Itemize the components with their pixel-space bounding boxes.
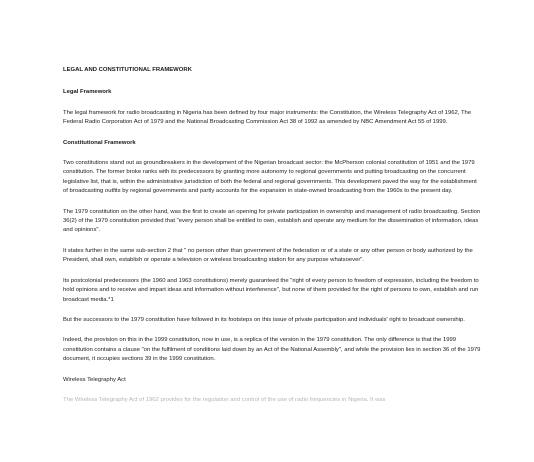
paragraph-wireless-telegraphy-faded: The Wireless Telegraphy Act of 1962 provides for the regulation and control of the use of radio frequencies in Nigeria. It was: [63, 396, 386, 403]
paragraph-sub-section-2: It states further in the same sub-section 2 that " no person other than government of the federation or of a state or any other person or body authorized by the President, shall own, establish or operate a television or wireless broadcasting station for any purpose whatsoever".: [63, 247, 473, 264]
document-body: [63, 66, 481, 416]
section-heading-wireless-telegraphy-act: Wireless Telegraphy Act: [63, 376, 126, 383]
paragraph-successors: But the successors to the 1979 constitution have followed in its footsteps on this issue of private participation and individuals' right to broadcast ownership.: [63, 316, 465, 323]
paragraph-postcolonial-predecessors: Its postcolonial predecessors (the 1960 and 1963 constitutions) merely guaranteed the "right of every person to freedom of expression, including the freedom to hold opinions and to receive and impart ideas and information without interference", but none of them provided for the right of persons to own, establish and run broadcast media.*1: [63, 277, 479, 303]
document-title: LEGAL AND CONSTITUTIONAL FRAMEWORK: [63, 67, 192, 73]
paragraph-legal-framework: The legal framework for radio broadcasting in Nigeria has been defined by four major instruments: the Constitution, the Wireless Telegraphy Act of 1962, The Federal Radio Corporation Act of 1979 and the National Broadcasting Commission Act 38 of 1992 as amended by NBC Amendment Act 55 of 1999.: [63, 109, 472, 126]
section-heading-constitutional-framework: Constitutional Framework: [63, 139, 136, 146]
section-heading-legal-framework: Legal Framework: [63, 89, 112, 96]
paragraph-1979-constitution: The 1979 constitution on the other hand, was the first to create an opening for private participation in ownership and management of radio broadcasting. Section 36(2) of the 1979 constitution provided that "every person shall be entitled to own, establish and operate any medium for the dissemination of information, ideas and opinions".: [63, 208, 481, 234]
paragraph-two-constitutions: Two constitutions stand out as groundbreakers in the development of the Nigerian broadcast sector: the McPherson colonial constitution of 1951 and the 1979 constitution. The former broke ranks with its predecessors by granting more autonomy to regional governments and putting broadcasting on the concurrent legislative list, that is, within the administrative jurisdiction of both the federal and regional governments. This development paved the way for the establishment of broadcasting outfits by regional governments and partly accounts for the expansion in state-owned broadcasting from the 1960s to the present day.: [63, 160, 477, 195]
paragraph-1999-constitution: Indeed, the provision on this in the 1999 constitution, now in use, is a replica of the version in the 1979 constitution. The only difference is that the 1999 constitution contains a clause "on the fulfilment of conditions laid down by an Act of the National Assembly", and while the provision lies in section 36 of the 1979 document, it occupies sections 39 in the 1999 constitution.: [63, 337, 481, 363]
